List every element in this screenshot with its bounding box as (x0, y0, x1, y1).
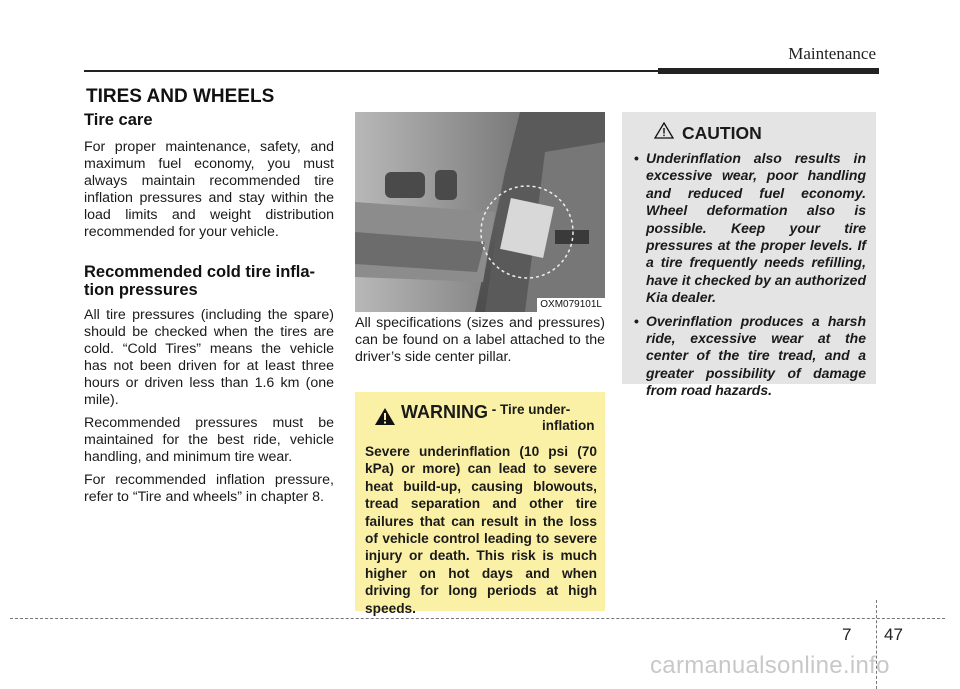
caution-item: • Underinflation also results in excessive wear, poor handling and reduced fuel economy. Wheel deformation also is possible. Keep your tire pressures at the proper levels. If a tire frequently needs refilling, have it checked by an authorized Kia dealer. (632, 150, 866, 307)
photo-label: OXM079101L (537, 298, 605, 312)
page-number: 47 (884, 625, 903, 644)
caution-word: CAUTION (682, 122, 762, 143)
maintain-pressure-paragraph: Recommended pressures must be maintained for the best ride, vehicle handling, and minimum tire wear. (84, 415, 334, 465)
caution-box (622, 112, 876, 399)
caution-heading (632, 122, 866, 144)
header-rule-accent (658, 68, 879, 74)
specification-paragraph: All specifications (sizes and pressures) can be found on a label attached to the driver’s side center pillar. (355, 315, 605, 365)
footer-rule (10, 618, 945, 619)
subtitle-line: - Tire under- (491, 402, 571, 417)
section-title: TIRES AND WHEELS (86, 86, 275, 107)
door-pillar-illustration (355, 112, 605, 312)
subtitle-line: inflation (542, 418, 595, 433)
tire-care-paragraph: For proper maintenance, safety, and maximum fuel economy, you must always maintain recommended tire inflation pressures and stay within the load limits and weight distribution recommended for your vehicle. (84, 139, 334, 240)
warning-word: WARNING (401, 402, 488, 422)
warning-box (355, 392, 605, 616)
caution-triangle-icon (654, 122, 674, 144)
heading-line: Recommended cold tire infla- (84, 263, 316, 281)
chapter-number: 7 (842, 625, 852, 644)
column-left (84, 111, 334, 512)
tire-care-heading: Tire care (84, 111, 153, 129)
heading-line: tion pressures (84, 281, 198, 299)
warning-heading (365, 402, 597, 434)
column-middle (355, 315, 605, 372)
warning-body: Severe underinflation (10 psi (70 kPa) or more) can lead to severe heat build-up, causing blowouts, tread separation and other tire failures that can result in the loss of vehicle control leading to severe injury or death. This risk is much higher on hot days and when driving for long periods at high speeds. (365, 444, 597, 616)
recommended-pressure-heading (84, 263, 334, 299)
watermark-text: carmanualsonline.info (650, 652, 890, 679)
refer-chapter-paragraph: For recommended inflation pressure, refer to “Tire and wheels” in chapter 8. (84, 472, 334, 505)
door-pillar-photo (355, 112, 605, 312)
running-header: Maintenance (788, 44, 876, 63)
warning-subtitle (488, 402, 595, 434)
warning-triangle-icon (375, 408, 395, 430)
caution-list (632, 150, 866, 400)
cold-tires-paragraph: All tire pressures (including the spare) should be checked when the tires are cold. “Cold Tires” means the vehicle has not been driven for at least three hours or driven less than 1.6 km (one mile). (84, 307, 334, 408)
caution-item: • Overinflation produces a harsh ride, excessive wear at the center of the tire tread, and a greater possibility of damage from road hazards. (632, 313, 866, 400)
